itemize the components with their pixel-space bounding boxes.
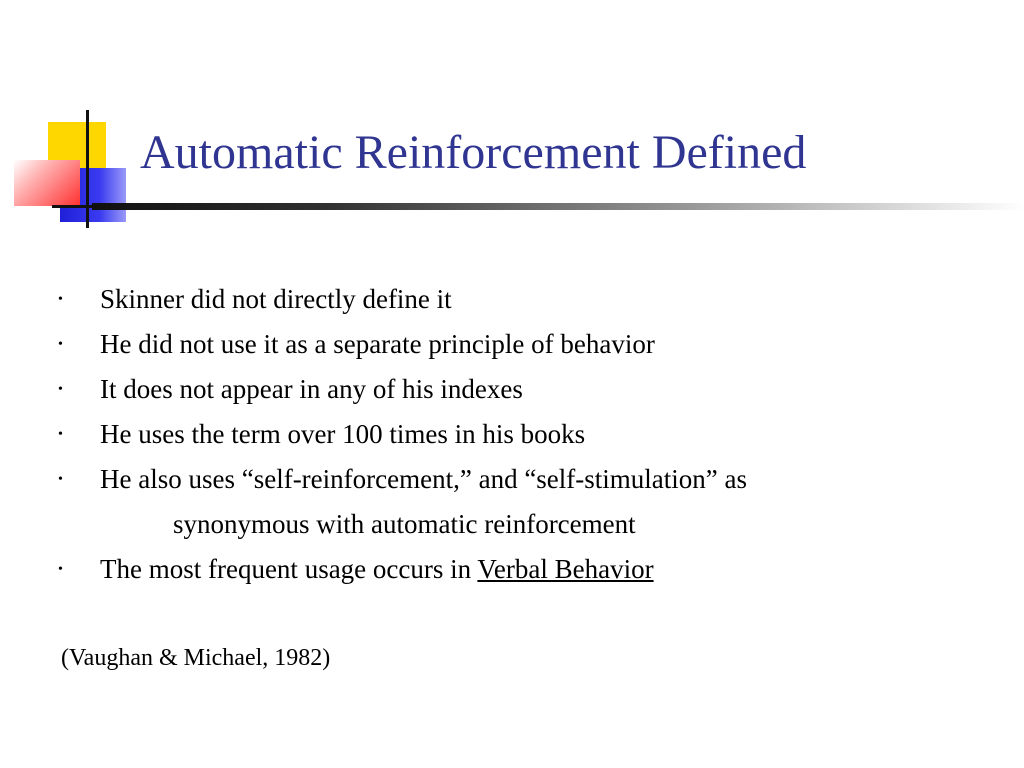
- slide-title: Automatic Reinforcement Defined: [140, 126, 807, 179]
- bullet-item: [58, 277, 978, 322]
- bullet-icon: •: [58, 337, 63, 352]
- bullet-icon: •: [58, 562, 63, 577]
- red-square: [14, 160, 80, 206]
- bullet-text: Skinner did not directly define it: [100, 284, 452, 314]
- citation: (Vaughan & Michael, 1982): [61, 645, 331, 671]
- bullet-icon: •: [58, 292, 63, 307]
- bullet-continuation-text: synonymous with automatic reinforcement: [173, 509, 636, 539]
- bullet-text: The most frequent usage occurs in: [100, 554, 478, 584]
- bullet-icon: •: [58, 427, 63, 442]
- bullet-item: [58, 457, 978, 547]
- bullet-item: [58, 367, 978, 412]
- bullet-icon: •: [58, 472, 63, 487]
- bullet-text: He uses the term over 100 times in his books: [100, 419, 586, 449]
- title-underline-rule: [92, 203, 1024, 210]
- bullet-text: He did not use it as a separate principle of behavior: [100, 329, 655, 359]
- bullet-item: [58, 322, 978, 367]
- bullet-icon: •: [58, 382, 63, 397]
- bullet-item: [58, 412, 978, 457]
- vertical-line: [86, 110, 89, 228]
- bullet-list: [58, 277, 978, 592]
- bullet-item: [58, 547, 978, 592]
- bullet-text: It does not appear in any of his indexes: [100, 374, 523, 404]
- bullet-text: He also uses “self-reinforcement,” and “self-stimulation” as: [100, 464, 747, 494]
- book-title-text: Verbal Behavior: [477, 554, 654, 584]
